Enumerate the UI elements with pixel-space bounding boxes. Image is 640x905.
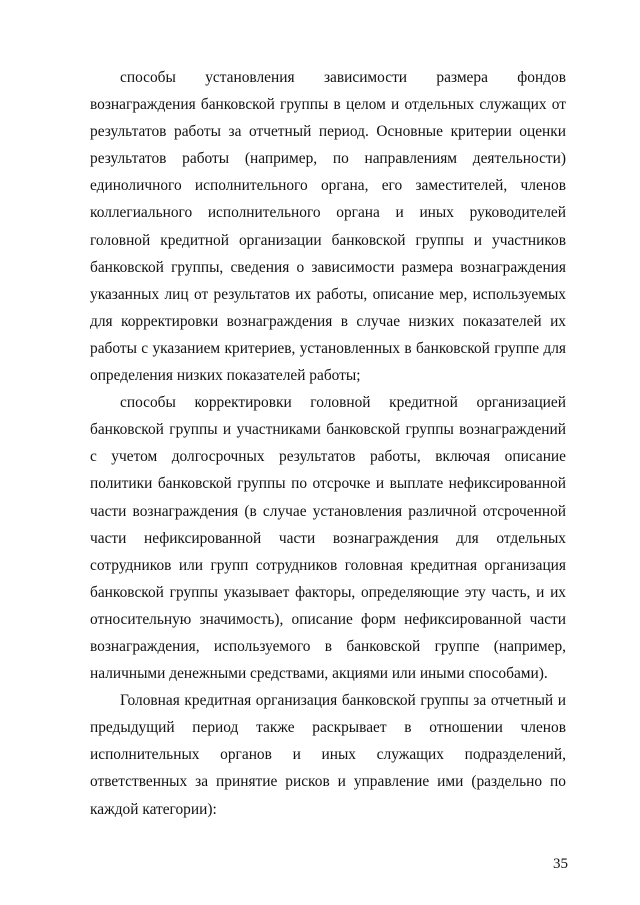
paragraph-line: единоличного исполнительного органа, его заместителей, членов bbox=[90, 177, 566, 195]
paragraph-line: исполнительных органов и иных служащих подразделений, bbox=[90, 746, 566, 764]
paragraph-line: способы установления зависимости размера фондов bbox=[120, 69, 566, 86]
paragraph-line: банковской группы указывает факторы, определяющие эту часть, и их bbox=[90, 583, 566, 601]
paragraph-line: с учетом долгосрочных результатов работы, включая описание bbox=[90, 448, 566, 466]
paragraph-line: способы корректировки головной кредитной организацией bbox=[120, 394, 566, 412]
paragraph-line: для корректировки вознаграждения в случае низких показателей их bbox=[90, 312, 566, 330]
paragraph-line: ответственных за принятие рисков и управление ими (раздельно по bbox=[90, 773, 566, 791]
paragraph-line: коллегиального исполнительного органа и иных руководителей bbox=[90, 204, 566, 222]
paragraph-line: относительную значимость), описание форм нефиксированной части bbox=[90, 610, 566, 628]
paragraph-line: вознаграждения банковской группы в целом и отдельных служащих от bbox=[90, 96, 566, 114]
paragraph-line: банковской группы, сведения о зависимости размера вознаграждения bbox=[90, 258, 566, 276]
paragraph-line: головной кредитной организации банковской группы и участников bbox=[90, 231, 566, 249]
paragraph-line: политики банковской группы по отсрочке и выплате нефиксированной bbox=[90, 475, 566, 493]
paragraph-line: Головная кредитная организация банковской группы за отчетный и bbox=[120, 692, 566, 710]
page-number: 35 bbox=[553, 856, 568, 872]
paragraph-line: работы с указанием критериев, установленных в банковской группе для bbox=[90, 339, 566, 357]
body-text bbox=[90, 64, 566, 823]
paragraph-2 bbox=[90, 389, 566, 687]
paragraph-line: вознаграждения, используемого в банковской группе (например, bbox=[90, 637, 566, 655]
paragraph-line: каждой категории): bbox=[90, 800, 217, 818]
paragraph-3 bbox=[90, 687, 566, 822]
paragraph-line: результатов работы (например, по направлениям деятельности) bbox=[90, 150, 566, 168]
paragraph-line: части нефиксированной части вознаграждения для отдельных bbox=[90, 529, 566, 547]
paragraph-line: определения низких показателей работы; bbox=[90, 367, 361, 385]
paragraph-line: сотрудников или групп сотрудников головная кредитная организация bbox=[90, 556, 566, 574]
paragraph-line: предыдущий период также раскрывает в отношении членов bbox=[90, 719, 566, 737]
paragraph-line: указанных лиц от результатов их работы, описание мер, используемых bbox=[90, 285, 566, 303]
paragraph-line: банковской группы и участниками банковской группы вознаграждений bbox=[90, 421, 566, 439]
paragraph-line: наличными денежными средствами, акциями или иными способами). bbox=[90, 665, 548, 683]
paragraph-line: результатов работы за отчетный период. Основные критерии оценки bbox=[90, 123, 566, 141]
paragraph-1 bbox=[90, 64, 566, 389]
paragraph-line: части вознаграждения (в случае установления различной отсроченной bbox=[90, 502, 566, 520]
